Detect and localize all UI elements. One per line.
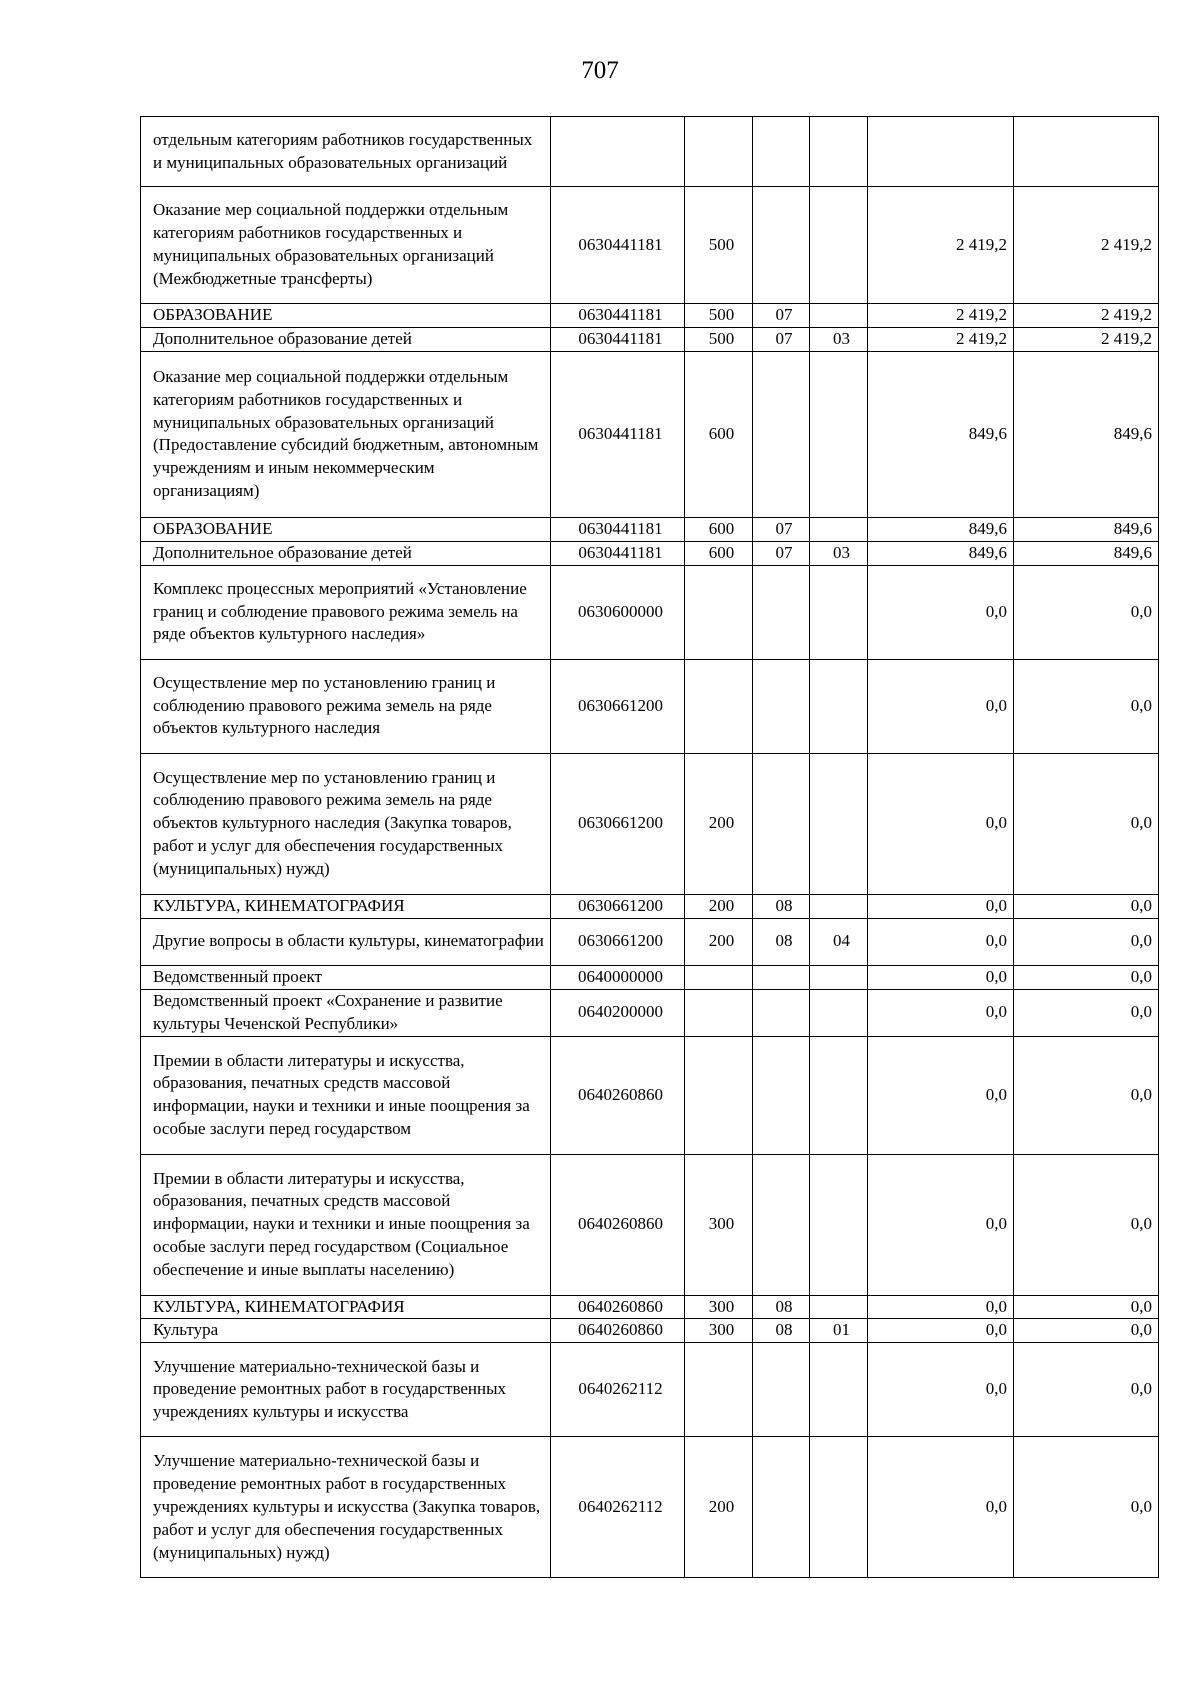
table-row	[141, 327, 1159, 351]
row-name: Улучшение материально-технической базы и проведение ремонтных работ в государственных учреждениях культуры и искусства	[141, 1343, 551, 1437]
row-rz: 07	[753, 304, 810, 328]
row-name: ОБРАЗОВАНИЕ	[141, 304, 551, 328]
row-rz: 07	[753, 517, 810, 541]
row-rz: 07	[753, 327, 810, 351]
row-vr: 600	[685, 541, 753, 565]
row-sum-2: 0,0	[1014, 1343, 1159, 1437]
row-name: Культура	[141, 1319, 551, 1343]
row-csr: 0640262112	[551, 1343, 685, 1437]
table-row	[141, 1036, 1159, 1154]
row-sum-1: 849,6	[868, 351, 1014, 517]
row-name: КУЛЬТУРА, КИНЕМАТОГРАФИЯ	[141, 1295, 551, 1319]
row-vr: 500	[685, 304, 753, 328]
row-name: Оказание мер социальной поддержки отдельным категориям работников государственных и муниципальных образовательных организаций (Предоставление субсидий бюджетным, автономным учреждениям и иным некоммерческим организациям)	[141, 351, 551, 517]
row-vr	[685, 565, 753, 659]
row-pr	[810, 1343, 868, 1437]
row-sum-1: 0,0	[868, 1343, 1014, 1437]
row-vr: 200	[685, 894, 753, 918]
row-csr: 0630661200	[551, 894, 685, 918]
row-sum-1: 0,0	[868, 1437, 1014, 1578]
row-rz	[753, 565, 810, 659]
row-vr	[685, 117, 753, 187]
row-csr: 0630441181	[551, 304, 685, 328]
row-sum-2: 0,0	[1014, 1295, 1159, 1319]
row-name: Улучшение материально-технической базы и проведение ремонтных работ в государственных учреждениях культуры и искусства (Закупка товаров, работ и услуг для обеспечения государственных (муниципальных) нужд)	[141, 1437, 551, 1578]
row-vr	[685, 1036, 753, 1154]
row-sum-1: 0,0	[868, 965, 1014, 989]
row-sum-1: 849,6	[868, 541, 1014, 565]
table-row	[141, 565, 1159, 659]
table-row	[141, 918, 1159, 965]
row-name: Осуществление мер по установлению границ и соблюдению правового режима земель на ряде объектов культурного наследия	[141, 659, 551, 753]
row-rz: 08	[753, 1295, 810, 1319]
row-sum-1: 0,0	[868, 565, 1014, 659]
table-row	[141, 753, 1159, 894]
table-row	[141, 351, 1159, 517]
row-csr: 0640260860	[551, 1319, 685, 1343]
row-sum-1: 0,0	[868, 659, 1014, 753]
row-name: ОБРАЗОВАНИЕ	[141, 517, 551, 541]
row-csr: 0630661200	[551, 659, 685, 753]
table-row	[141, 659, 1159, 753]
row-csr	[551, 117, 685, 187]
row-sum-2	[1014, 117, 1159, 187]
row-rz	[753, 989, 810, 1036]
row-pr	[810, 1437, 868, 1578]
row-sum-2: 0,0	[1014, 1319, 1159, 1343]
row-sum-1: 0,0	[868, 753, 1014, 894]
row-csr: 0640262112	[551, 1437, 685, 1578]
table-row	[141, 541, 1159, 565]
row-vr: 300	[685, 1295, 753, 1319]
row-sum-2: 0,0	[1014, 965, 1159, 989]
row-csr: 0640260860	[551, 1154, 685, 1295]
row-pr: 04	[810, 918, 868, 965]
row-vr: 600	[685, 351, 753, 517]
table-row	[141, 187, 1159, 304]
row-pr	[810, 965, 868, 989]
row-vr: 200	[685, 1437, 753, 1578]
row-pr	[810, 659, 868, 753]
row-vr: 600	[685, 517, 753, 541]
row-pr: 03	[810, 327, 868, 351]
row-name: Премии в области литературы и искусства, образования, печатных средств массовой информации, науки и техники и иные поощрения за особые заслуги перед государством	[141, 1036, 551, 1154]
row-name: отдельным категориям работников государственных и муниципальных образовательных организаций	[141, 117, 551, 187]
row-csr: 0630441181	[551, 187, 685, 304]
row-vr	[685, 1343, 753, 1437]
table-row	[141, 304, 1159, 328]
row-rz	[753, 351, 810, 517]
row-sum-1: 0,0	[868, 918, 1014, 965]
row-csr: 0630441181	[551, 517, 685, 541]
row-sum-2: 2 419,2	[1014, 187, 1159, 304]
row-vr: 500	[685, 327, 753, 351]
row-pr	[810, 894, 868, 918]
row-csr: 0630441181	[551, 351, 685, 517]
row-name: Дополнительное образование детей	[141, 541, 551, 565]
row-rz: 08	[753, 918, 810, 965]
table-row	[141, 989, 1159, 1036]
row-sum-2: 0,0	[1014, 565, 1159, 659]
row-pr	[810, 1295, 868, 1319]
row-csr: 0630441181	[551, 541, 685, 565]
row-sum-2: 0,0	[1014, 753, 1159, 894]
row-csr: 0640260860	[551, 1295, 685, 1319]
row-sum-1: 0,0	[868, 894, 1014, 918]
row-sum-1: 0,0	[868, 1154, 1014, 1295]
row-vr	[685, 965, 753, 989]
row-name: Ведомственный проект	[141, 965, 551, 989]
row-vr: 500	[685, 187, 753, 304]
row-csr: 0630661200	[551, 918, 685, 965]
row-pr	[810, 989, 868, 1036]
row-pr	[810, 187, 868, 304]
row-csr: 0630441181	[551, 327, 685, 351]
row-csr: 0640260860	[551, 1036, 685, 1154]
row-csr: 0640200000	[551, 989, 685, 1036]
table-row	[141, 965, 1159, 989]
table-row	[141, 117, 1159, 187]
row-sum-1: 849,6	[868, 517, 1014, 541]
row-sum-2: 0,0	[1014, 918, 1159, 965]
table-row	[141, 1437, 1159, 1578]
row-rz	[753, 753, 810, 894]
row-vr: 300	[685, 1154, 753, 1295]
row-name: Оказание мер социальной поддержки отдельным категориям работников государственных и муниципальных образовательных организаций (Межбюджетные трансферты)	[141, 187, 551, 304]
row-sum-2: 849,6	[1014, 541, 1159, 565]
row-rz	[753, 1437, 810, 1578]
row-pr: 01	[810, 1319, 868, 1343]
row-pr	[810, 565, 868, 659]
table-row	[141, 1319, 1159, 1343]
row-pr	[810, 1154, 868, 1295]
row-sum-2: 0,0	[1014, 1036, 1159, 1154]
row-name: Премии в области литературы и искусства, образования, печатных средств массовой информации, науки и техники и иные поощрения за особые заслуги перед государством (Социальное обеспечение и иные выплаты населению)	[141, 1154, 551, 1295]
row-rz: 08	[753, 1319, 810, 1343]
row-sum-2: 0,0	[1014, 1154, 1159, 1295]
row-csr: 0640000000	[551, 965, 685, 989]
budget-table	[140, 116, 1159, 1578]
row-pr	[810, 517, 868, 541]
row-rz	[753, 1154, 810, 1295]
row-vr: 200	[685, 753, 753, 894]
table-row	[141, 1343, 1159, 1437]
row-name: Другие вопросы в области культуры, кинематографии	[141, 918, 551, 965]
row-rz: 07	[753, 541, 810, 565]
row-rz	[753, 965, 810, 989]
row-sum-1: 0,0	[868, 989, 1014, 1036]
row-name: Комплекс процессных мероприятий «Установление границ и соблюдение правового режима земель на ряде объектов культурного наследия»	[141, 565, 551, 659]
row-name: Ведомственный проект «Сохранение и развитие культуры Чеченской Республики»	[141, 989, 551, 1036]
row-sum-1: 0,0	[868, 1295, 1014, 1319]
row-sum-1: 0,0	[868, 1319, 1014, 1343]
table-row	[141, 1295, 1159, 1319]
table-row	[141, 1154, 1159, 1295]
table-row	[141, 517, 1159, 541]
row-rz	[753, 1343, 810, 1437]
row-sum-2: 849,6	[1014, 351, 1159, 517]
row-rz	[753, 659, 810, 753]
row-rz	[753, 187, 810, 304]
row-sum-1: 2 419,2	[868, 187, 1014, 304]
row-pr	[810, 304, 868, 328]
table-row	[141, 894, 1159, 918]
row-sum-2: 0,0	[1014, 659, 1159, 753]
row-rz	[753, 117, 810, 187]
row-vr: 200	[685, 918, 753, 965]
row-sum-2: 2 419,2	[1014, 304, 1159, 328]
row-csr: 0630661200	[551, 753, 685, 894]
row-sum-2: 0,0	[1014, 1437, 1159, 1578]
row-pr	[810, 351, 868, 517]
row-rz	[753, 1036, 810, 1154]
row-vr	[685, 989, 753, 1036]
row-sum-2: 0,0	[1014, 894, 1159, 918]
row-sum-2: 2 419,2	[1014, 327, 1159, 351]
row-pr	[810, 1036, 868, 1154]
row-name: КУЛЬТУРА, КИНЕМАТОГРАФИЯ	[141, 894, 551, 918]
row-vr: 300	[685, 1319, 753, 1343]
row-sum-1: 0,0	[868, 1036, 1014, 1154]
row-sum-1	[868, 117, 1014, 187]
row-name: Дополнительное образование детей	[141, 327, 551, 351]
row-pr: 03	[810, 541, 868, 565]
row-pr	[810, 753, 868, 894]
row-rz: 08	[753, 894, 810, 918]
row-sum-2: 0,0	[1014, 989, 1159, 1036]
row-vr	[685, 659, 753, 753]
row-name: Осуществление мер по установлению границ и соблюдению правового режима земель на ряде объектов культурного наследия (Закупка товаров, работ и услуг для обеспечения государственных (муниципальных) нужд)	[141, 753, 551, 894]
row-sum-2: 849,6	[1014, 517, 1159, 541]
row-csr: 0630600000	[551, 565, 685, 659]
page-number: 707	[581, 57, 619, 84]
row-sum-1: 2 419,2	[868, 304, 1014, 328]
row-pr	[810, 117, 868, 187]
row-sum-1: 2 419,2	[868, 327, 1014, 351]
